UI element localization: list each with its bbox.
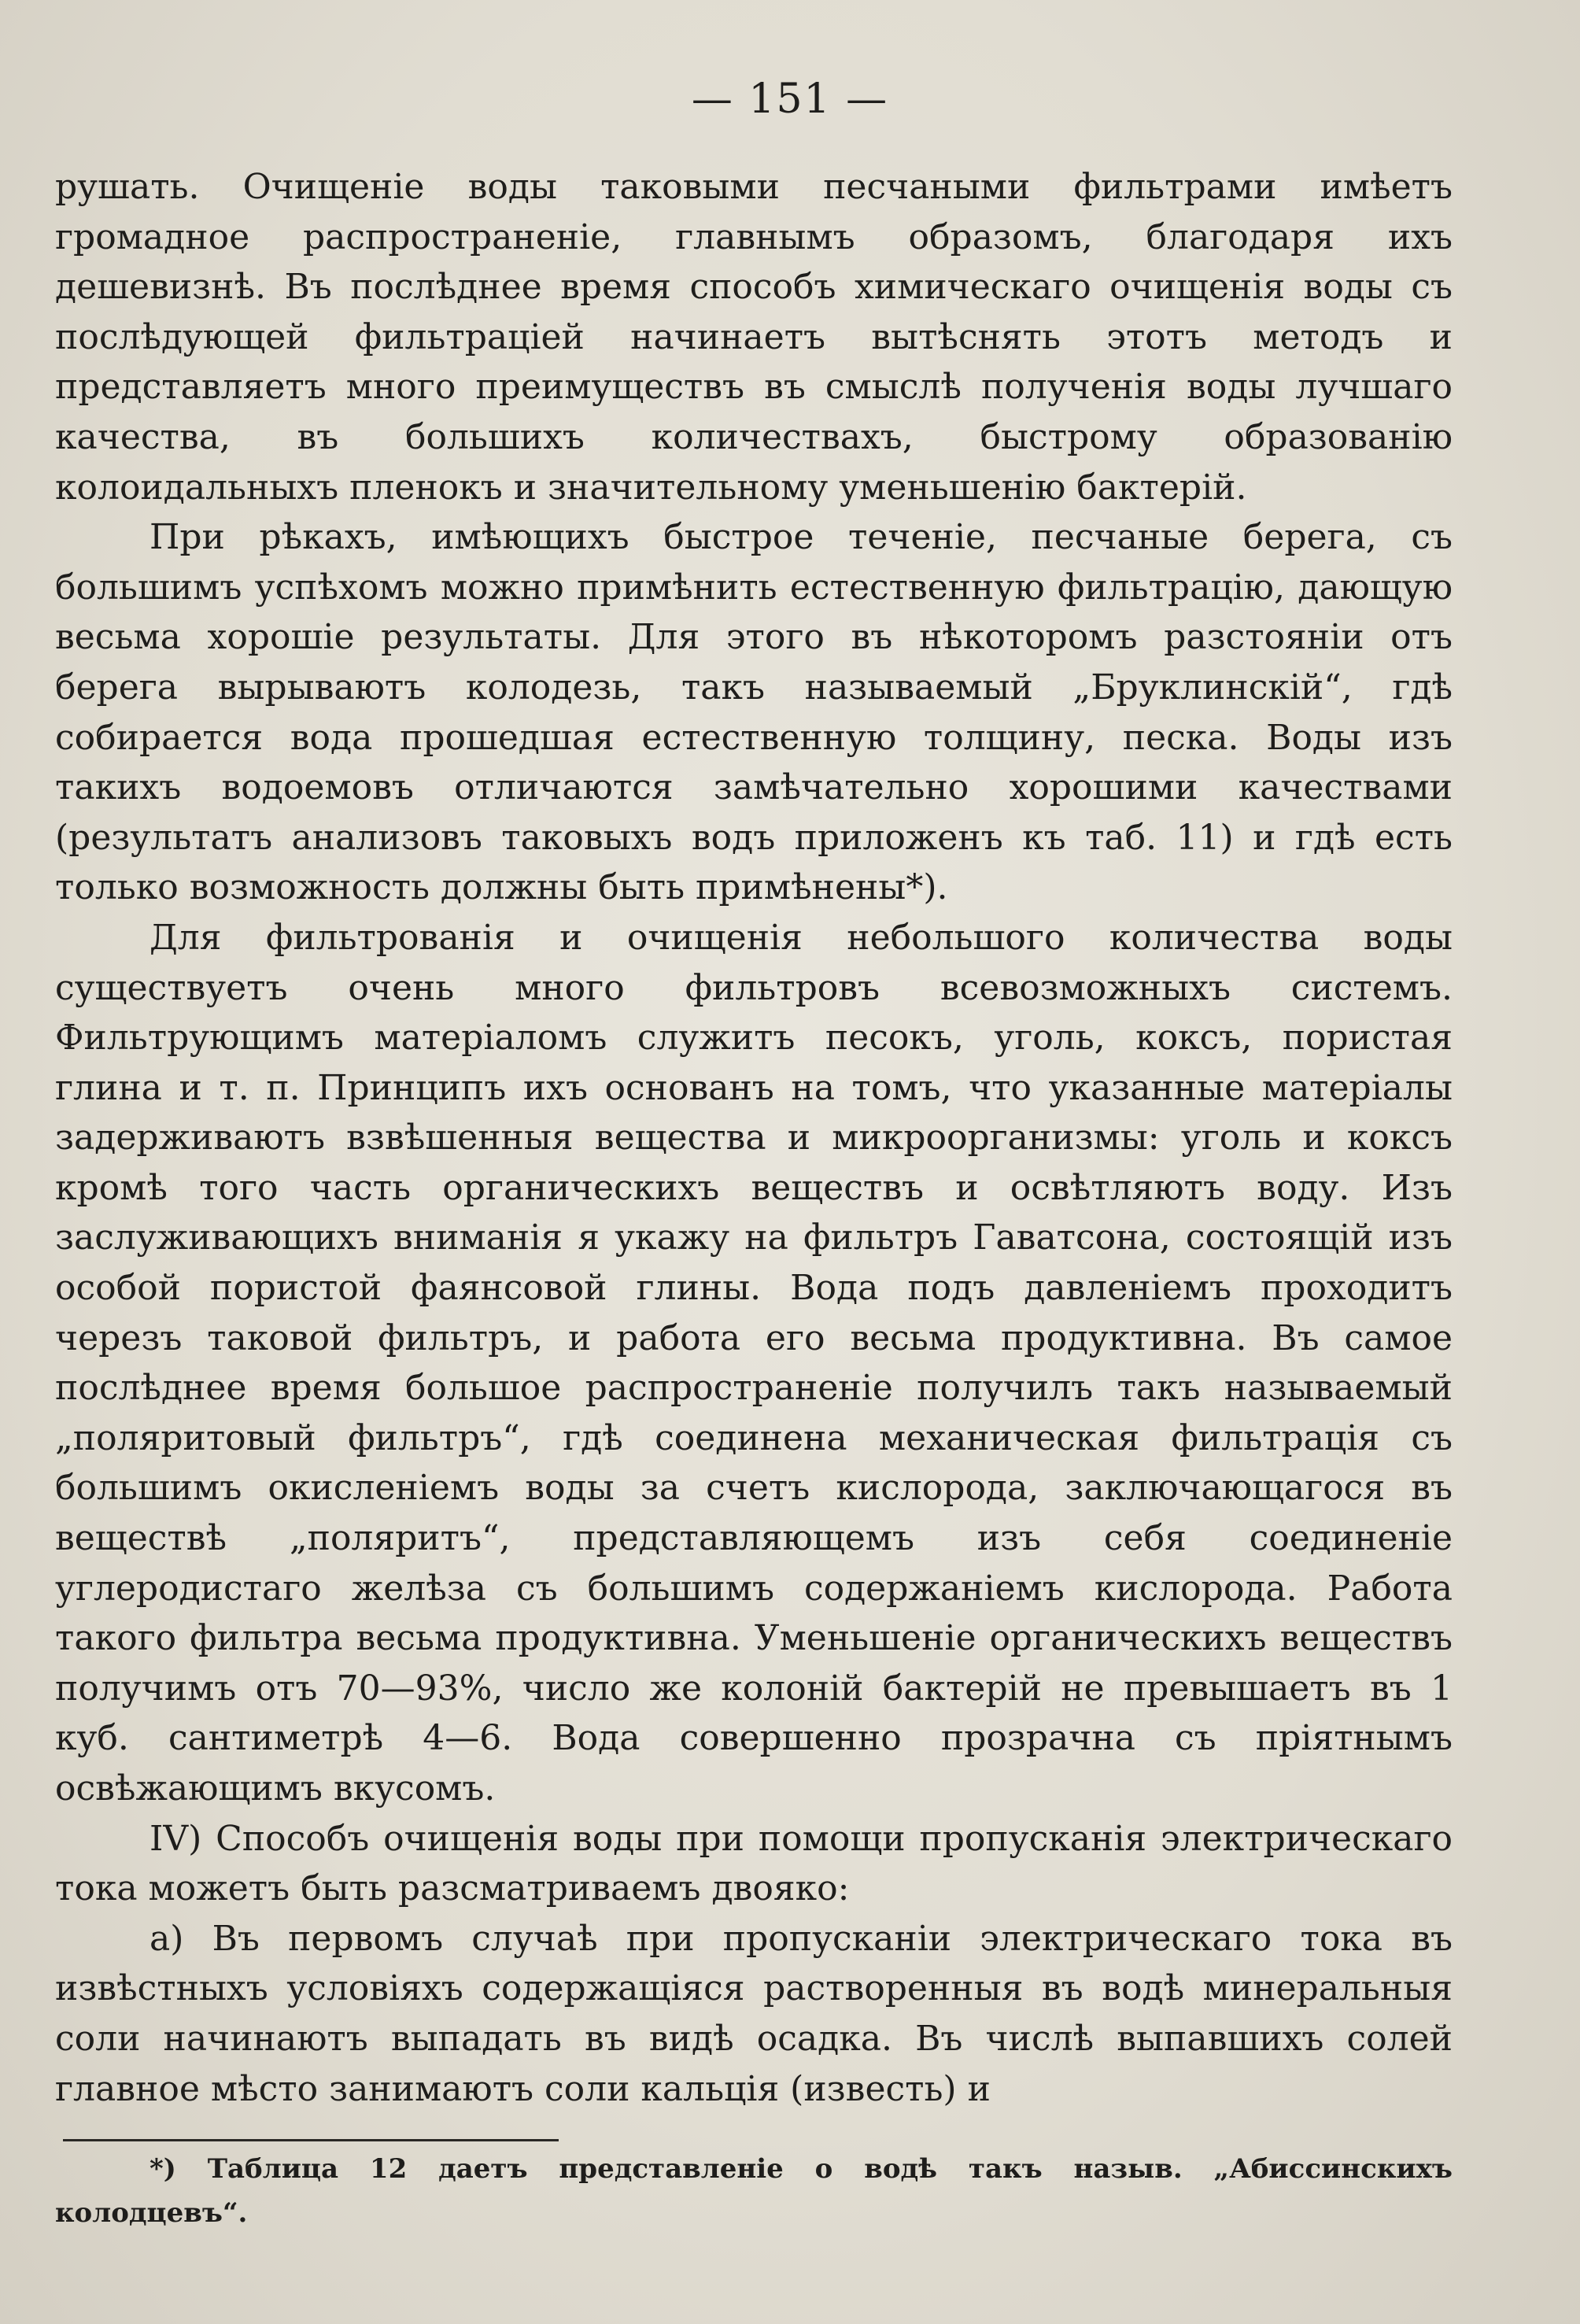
paragraph-3: Для фильтрованiя и очищенiя небольшого количества воды существуетъ очень много фильтровъ всевозможныхъ системъ. Фильтрующимъ матерiаломъ служитъ песокъ, уголь, коксъ, пористая глина и т. п. Принципъ ихъ основанъ на томъ, что указанные матерiалы задерживаютъ взвѣшенныя вещества и микроорганизмы: уголь и коксъ кромѣ того часть органическихъ веществъ и освѣтляютъ воду. Изъ заслуживающихъ вниманiя я укажу на фильтръ Гаватсона, состоящiй изъ особой пористой фаянсовой глины. Вода подъ давленiемъ проходитъ черезъ таковой фильтръ, и работа его весьма продуктивна. Въ самое послѣднее время большое распространенiе получилъ такъ называемый „поляритовый фильтръ“, гдѣ соединена механическая фильтрацiя съ большимъ окисленiемъ воды за счетъ кислорода, заключающагося въ веществѣ „поляритъ“, представляющемъ изъ себя соединенiе углеродистаго желѣза съ большимъ содержанiемъ кислорода. Работа такого фильтра весьма продуктивна. Уменьшенiе органическихъ веществъ получимъ отъ 70—93%, число же колонiй бактерiй не превышаетъ въ 1 куб. сантиметрѣ 4—6. Вода совершенно прозрачна съ прiятнымъ освѣжающимъ вкусомъ. (55, 917, 1453, 1809)
paragraph-2: При рѣкахъ, имѣющихъ быстрое теченiе, песчаные берега, съ большимъ успѣхомъ можно примѣнить естественную фильтрацiю, дающую весьма хорошiе результаты. Для этого въ нѣкоторомъ разстоянiи отъ берега вырываютъ колодезь, такъ называемый „Бруклинскiй“, гдѣ собирается вода прошедшая естественную толщину, песка. Воды изъ такихъ водоемовъ отличаются замѣчательно хорошими качествами (результатъ анализовъ таковыхъ водъ приложенъ къ таб. 11) и гдѣ есть только возможность должны быть примѣнены*). (55, 517, 1453, 908)
footnote-text: *) Таблица 12 даетъ представленiе о водѣ такъ назыв. „Абиссинскихъ колодцевъ“. (55, 2153, 1453, 2229)
paragraph-5: a) Въ первомъ случаѣ при пропусканiи электрическаго тока въ извѣстныхъ условiяхъ содержащiяся растворенныя въ водѣ минеральныя соли начинаютъ выпадать въ видѣ осадка. Въ числѣ выпавшихъ солей главное мѣсто занимаютъ соли кальцiя (известь) и (55, 1918, 1453, 2109)
page-number: — 151 — (691, 76, 889, 123)
main-text (55, 162, 1453, 2114)
paragraph-4: IV) Способъ очищенiя воды при помощи пропусканiя электрическаго тока можетъ быть разсматриваемъ двояко: (55, 1818, 1453, 1909)
footnote-divider (63, 2139, 559, 2141)
paragraph-1: рушать. Очищенiе воды таковыми песчаными фильтрами имѣетъ громадное распространенiе, главнымъ образомъ, благодаря ихъ дешевизнѣ. Въ послѣднее время способъ химическаго очищенiя воды съ послѣдующей фильтрацiей начинаетъ вытѣснять этотъ методъ и представляетъ много преимуществъ въ смыслѣ полученiя воды лучшаго качества, въ большихъ количествахъ, быстрому образованiю колоидальныхъ пленокъ и значительному уменьшенiю бактерiй. (55, 167, 1453, 508)
footnote (55, 2147, 1453, 2235)
